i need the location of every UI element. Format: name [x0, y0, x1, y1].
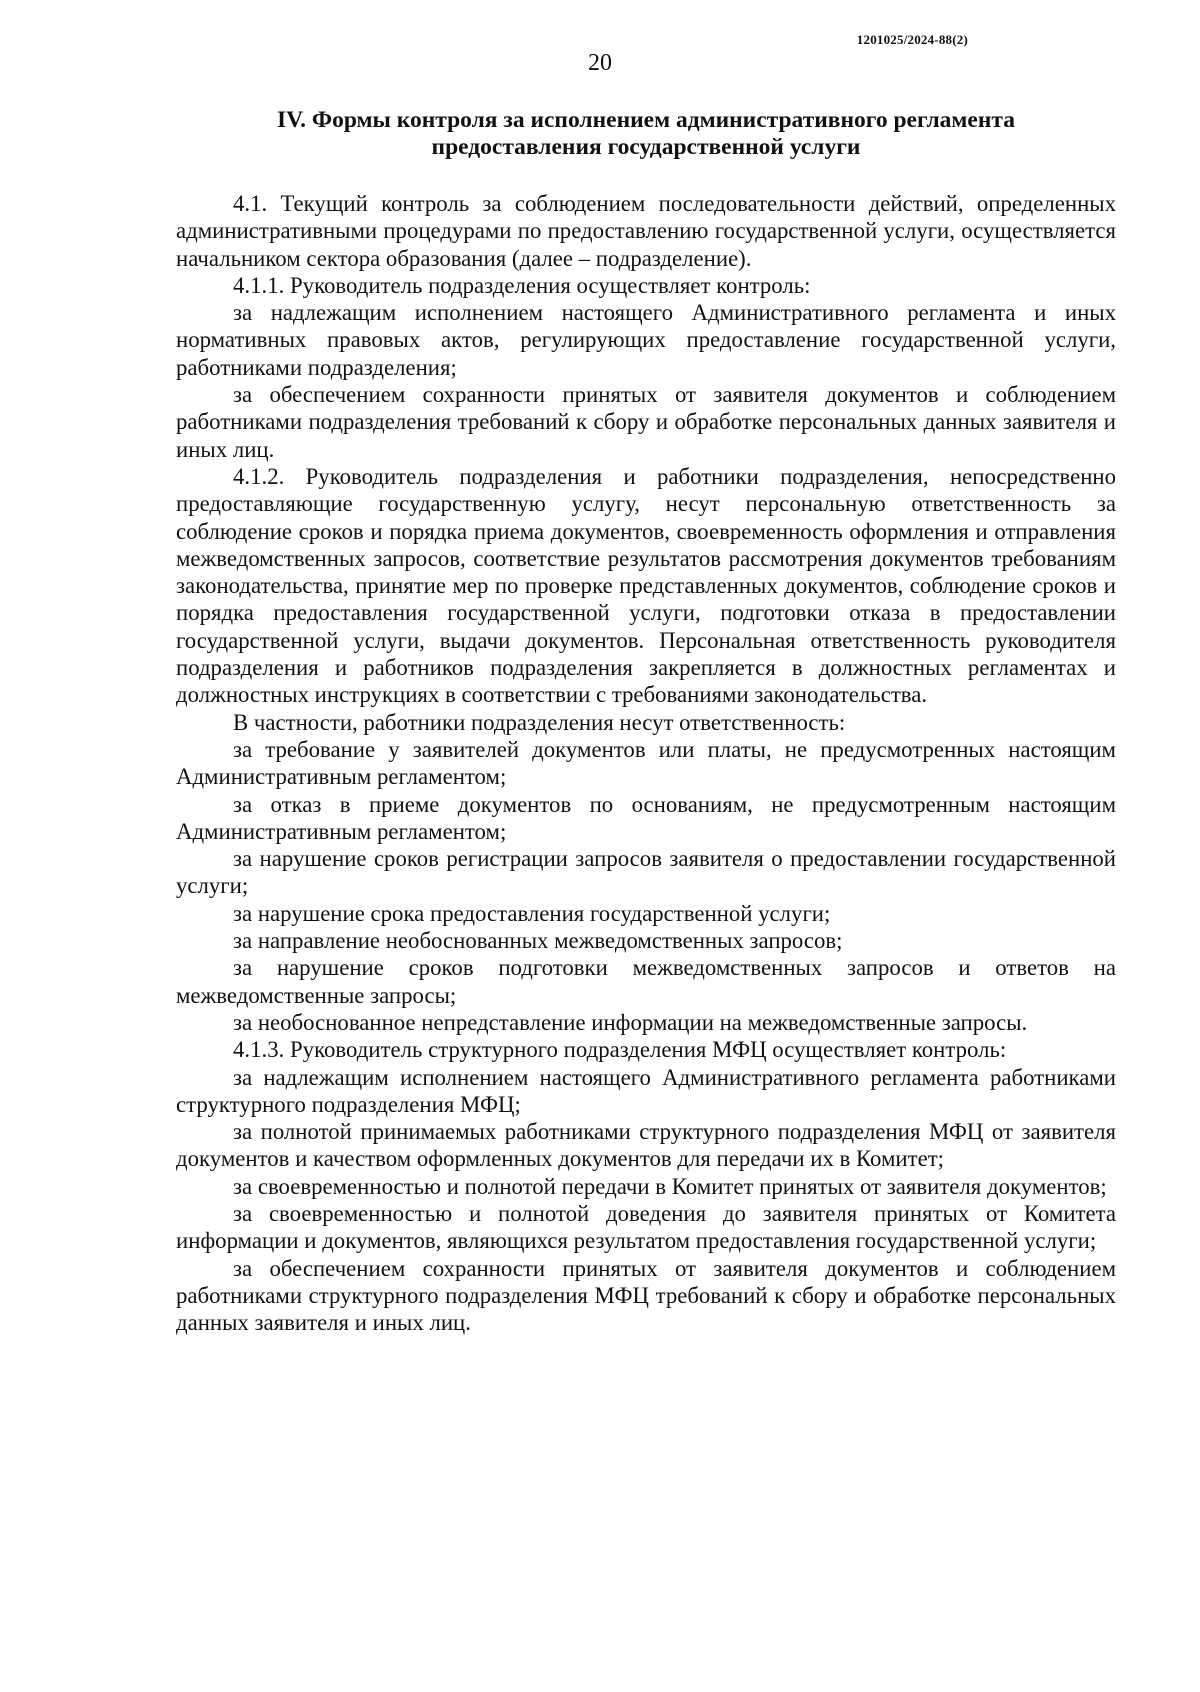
paragraph-responsibility-item: за нарушение срока предоставления государственной услуги; [233, 900, 831, 926]
paragraph-mfc-control-item: за своевременностью и полнотой доведения до заявителя принятых от Комитета информации и документов, являющихся результатом предоставления государственной услуги; [176, 1200, 1116, 1254]
paragraph-control-regulation: за надлежащим исполнением настоящего Административного регламента и иных нормативных правовых актов, регулирующих предоставление государственной услуги, работниками подразделения; [176, 300, 1116, 380]
paragraph-4-1-2: 4.1.2. Руководитель подразделения и работники подразделения, непосредственно предоставляющие государственную услугу, несут персональную ответственность за соблюдение сроков и порядка приема документов, своевременность оформления и отправления межведомственных запросов, соответствие результатов рассмотрения документов требованиям законодательства, принятие мер по проверке представленных документов, соблюдение сроков и порядка предоставления государственной услуги, подготовки отказа в предоставлении государственной услуги, выдачи документов. Персональная ответственность руководителя подразделения и работников подразделения закрепляется в должностных регламентах и должностных инструкциях в соответствии с требованиями законодательства. [176, 463, 1116, 708]
paragraph-responsibility-item: за требование у заявителей документов или платы, не предусмотренных настоящим Административным регламентом; [176, 736, 1116, 790]
paragraph-mfc-control-item: за полнотой принимаемых работниками структурного подразделения МФЦ от заявителя документов и качеством оформленных документов для передачи их в Комитет; [176, 1119, 1116, 1172]
paragraph-control-data-safety: за обеспечением сохранности принятых от заявителя документов и соблюдением работниками подразделения требований к сбору и обработке персональных данных заявителя и иных лиц. [176, 382, 1116, 462]
section-title-line-2: предоставления государственной услуги [431, 134, 861, 160]
page-number: 20 [588, 50, 612, 76]
paragraph-responsibility-item: за нарушение сроков подготовки межведомственных запросов и ответов на межведомственные запросы; [176, 955, 1116, 1008]
paragraph-responsibility-item: за направление необоснованных межведомственных запросов; [233, 928, 843, 954]
section-title-line-1: IV. Формы контроля за исполнением административного регламента [277, 107, 1015, 133]
paragraph-responsibility-item: за отказ в приеме документов по основаниям, не предусмотренным настоящим Административным регламентом; [176, 791, 1116, 844]
paragraph-mfc-control-item: за надлежащим исполнением настоящего Административного регламента работниками структурного подразделения МФЦ; [176, 1064, 1116, 1117]
paragraph-mfc-control-item: за своевременностью и полнотой передачи в Комитет принятых от заявителя документов; [233, 1173, 1107, 1199]
document-registration-number: 1201025/2024-88(2) [856, 32, 968, 47]
paragraph-responsibility-item: за нарушение сроков регистрации запросов заявителя о предоставлении государственной услуги; [176, 846, 1116, 899]
section-title [176, 107, 1116, 161]
paragraph-responsibility-item: за необоснованное непредставление информации на межведомственные запросы. [233, 1009, 1028, 1035]
document-body [176, 190, 1116, 1336]
paragraph-mfc-control-item: за обеспечением сохранности принятых от заявителя документов и соблюдением работниками структурного подразделения МФЦ требований к сбору и обработке персональных данных заявителя и иных лиц. [176, 1255, 1116, 1336]
paragraph-4-1-3: 4.1.3. Руководитель структурного подразделения МФЦ осуществляет контроль: [233, 1037, 1007, 1063]
paragraph-4-1-1: 4.1.1. Руководитель подразделения осуществляет контроль: [233, 272, 811, 298]
paragraph-4-1: 4.1. Текущий контроль за соблюдением последовательности действий, определенных административными процедурами по предоставлению государственной услуги, осуществляется начальником сектора образования (далее – подразделение). [176, 191, 1116, 271]
paragraph-responsibility-intro: В частности, работники подразделения несут ответственность: [233, 709, 846, 735]
